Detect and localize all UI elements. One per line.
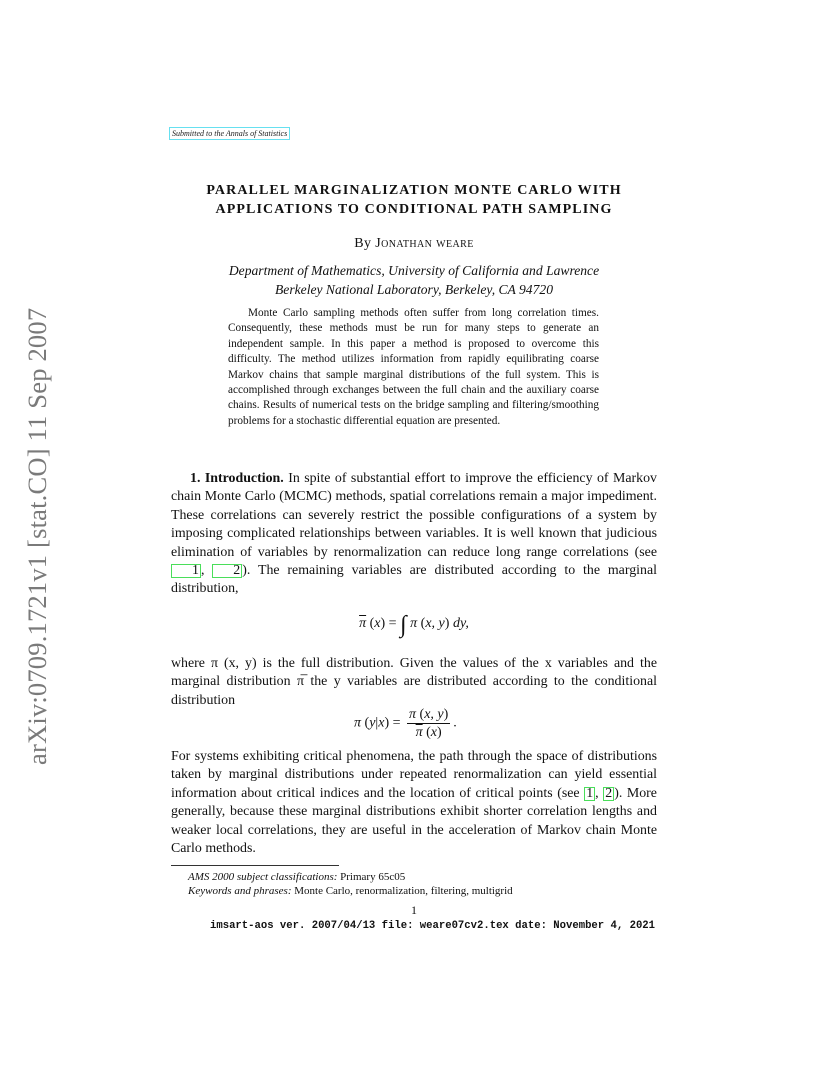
equation-conditional: π (y|x) = $\frac{\pi (x, y)}{\overline{\pi} (x)}$ . (354, 707, 457, 740)
page-number: 1 (411, 903, 417, 917)
submitted-link[interactable]: Submitted to the Annals of Statistics (169, 127, 290, 140)
intro-paragraph-1: 1. Introduction. In spite of substantial effort to improve the efficiency of Markov chain Monte Carlo (MCMC) methods, spatial correlations remain a major impediment. These correlations can severely restrict the possible configurations of a system by imposing complicated relationships between variables. It is well known that judicious elimination of variables by renormalization can reduce long range correlations (see 1 , 2 ). The remaining variables are distributed according to the marginal distribution, (171, 471, 657, 597)
title-line-2: APPLICATIONS TO CONDITIONAL PATH SAMPLING (215, 202, 613, 217)
footnote-keywords (188, 884, 513, 898)
section-heading: 1. Introduction. (190, 471, 284, 486)
footnote-keywords-value: Monte Carlo, renormalization, filtering, multigrid (294, 885, 513, 897)
intro-paragraph-3: For systems exhibiting critical phenomena, the path through the space of distributions taken by marginal distributions under repeated renormalization can yield essential information about critical indices and the location of critical points (see 1 , 2 ). More generally, because these marginal distributions exhibit shorter correlation lengths and weaker local correlations, they are useful in the acceleration of Markov chain Monte Carlo methods. (171, 749, 657, 857)
arxiv-identifier-stamp: arXiv:0709.1721v1 [stat.CO] 11 Sep 2007 (22, 307, 52, 765)
citation-link-2b[interactable]: 2 (605, 785, 613, 801)
para3-text-a: For systems exhibiting critical phenomena, the path through the space of distributions taken by marginal distributions under repeated renormalization can yield essential information about critical indices and the location of critical points (see (171, 749, 657, 801)
intro-paragraph-2: where π (x, y) is the full distribution. Given the values of the x variables and the marginal distribution π̅ the y variables are distributed according to the conditional distribution (171, 656, 657, 708)
footnote-ams (188, 870, 405, 884)
para3-text-b: ). More generally, because these marginal distributions exhibit shorter correlation lengths and weaker local correlations, they are useful in the acceleration of Markov chain Monte Carlo methods. (171, 785, 657, 857)
author-name: Jonathan weare (375, 236, 474, 251)
citation-link-1[interactable]: 1 (171, 564, 201, 578)
author-line (0, 235, 828, 253)
affiliation-line-2: Berkeley National Laboratory, Berkeley, CA 94720 (275, 282, 553, 297)
document-footer: imsart-aos ver. 2007/04/13 file: weare07cv2.tex date: November 4, 2021 (210, 920, 656, 932)
footnote-rule (171, 865, 339, 866)
footnote-ams-value: Primary 65c05 (340, 871, 406, 883)
title-line-1: PARALLEL MARGINALIZATION MONTE CARLO WITH (206, 183, 622, 198)
footnote-keywords-label: Keywords and phrases: (188, 885, 292, 897)
citation-link-1b[interactable]: 1 (586, 785, 594, 801)
affiliation-line-1: Department of Mathematics, University of California and Lawrence (228, 263, 600, 278)
para1-text-b: ). The remaining variables are distributed according to the marginal distribution, (171, 563, 657, 597)
footnote-ams-label: AMS 2000 subject classifications: (188, 871, 338, 883)
para1-text-a: In spite of substantial effort to improve the efficiency of Markov chain Monte Carlo (MCMC) methods, spatial correlations remain a major impediment. These correlations can severely restrict the possible configurations of a system by imposing complicated relationships between variables. It is well known that judicious elimination of variables by renormalization can reduce long range correlations (see (171, 471, 657, 560)
author-prefix: By (354, 236, 372, 251)
equation-marginal: $\overline{\pi}$ (x) = ∫ π (x, y) dy, (359, 612, 469, 638)
abstract: Monte Carlo sampling methods often suffer from long correlation times. Consequently, these methods must be run for many steps to generate an independent sample. In this paper a method is proposed to overcome this difficulty. The method utilizes information from rapidly equilibrating coarse Markov chains that sample marginal distributions of the full system. This is accomplished through exchanges between the full chain and the auxiliary coarse chains. Results of numerical tests on the bridge sampling and filtering/smoothing problems for a stochastic differential equation are presented. (228, 307, 599, 427)
citation-link-2[interactable]: 2 (212, 564, 242, 578)
affiliation (0, 261, 828, 299)
paper-title (0, 181, 828, 219)
